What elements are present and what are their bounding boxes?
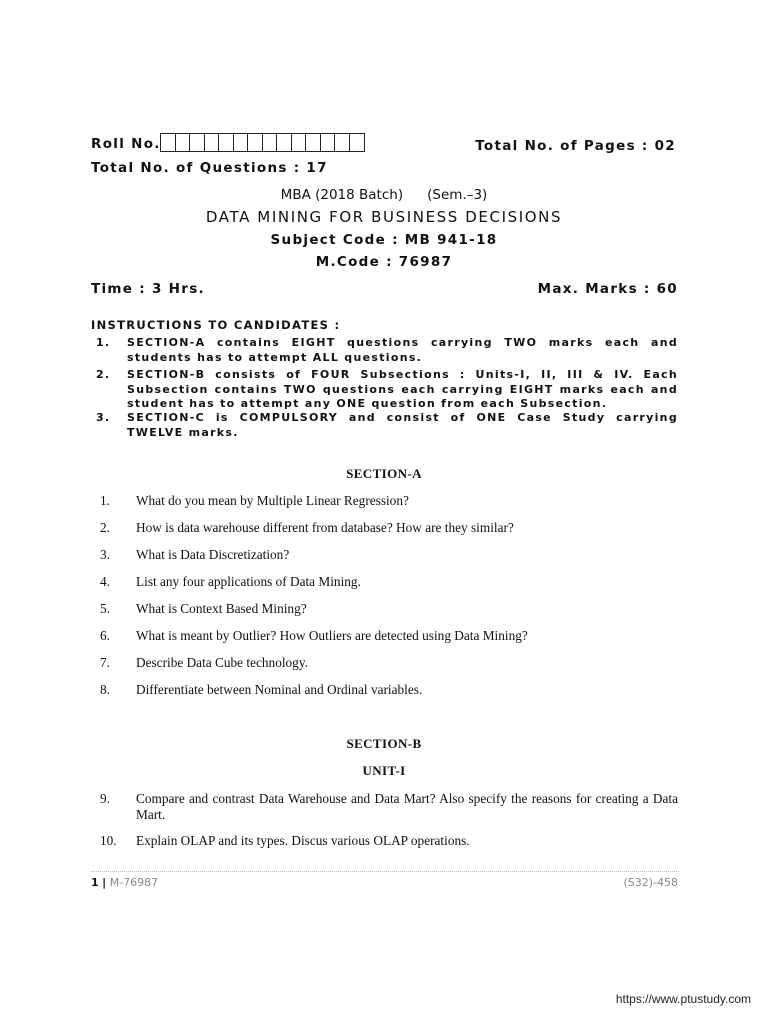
roll-number-box <box>190 134 205 151</box>
instruction-item <box>96 336 678 365</box>
instruction-number: 2. <box>96 368 111 381</box>
roll-number-box <box>161 134 176 151</box>
instructions-heading: INSTRUCTIONS TO CANDIDATES : <box>91 318 341 332</box>
question-number: 9. <box>100 791 110 806</box>
roll-number-box <box>219 134 234 151</box>
max-marks: Max. Marks : 60 <box>537 281 678 297</box>
question-text: Describe Data Cube technology. <box>136 655 308 670</box>
page-number: 1 <box>91 876 99 889</box>
footer-separator: | <box>102 876 107 889</box>
question-text: What is Context Based Mining? <box>136 601 307 616</box>
section-a-heading: SECTION-A <box>346 466 422 481</box>
instruction-item <box>96 411 678 440</box>
m-code: M.Code : 76987 <box>315 254 453 270</box>
roll-number-box <box>306 134 321 151</box>
batch: MBA (2018 Batch) <box>280 187 404 203</box>
subject-code: Subject Code : MB 941-18 <box>270 232 498 248</box>
question-item <box>100 682 678 698</box>
section-b-heading: SECTION-B <box>346 736 422 751</box>
roll-number-box <box>321 134 336 151</box>
semester: (Sem.–3) <box>427 187 488 203</box>
question-item <box>100 547 678 563</box>
question-text: How is data warehouse different from database? How are they similar? <box>136 520 514 535</box>
question-item <box>100 601 678 617</box>
paper-code: (S32)-458 <box>623 876 678 889</box>
footer-left <box>91 876 158 889</box>
question-text: Differentiate between Nominal and Ordinal variables. <box>136 682 423 697</box>
question-text: What do you mean by Multiple Linear Regression? <box>136 493 409 508</box>
instruction-text: SECTION-C is COMPULSORY and consist of ONE Case Study carrying TWELVE marks. <box>127 411 678 439</box>
question-number: 3. <box>100 547 110 562</box>
roll-number-box <box>205 134 220 151</box>
question-number: 10. <box>100 833 117 848</box>
question-number: 1. <box>100 493 110 508</box>
roll-number-box <box>335 134 350 151</box>
watermark-url: https://www.ptustudy.com <box>615 992 751 1006</box>
question-item <box>100 493 678 509</box>
question-number: 7. <box>100 655 110 670</box>
instruction-number: 3. <box>96 411 111 424</box>
question-item <box>100 833 678 849</box>
question-item <box>100 791 678 823</box>
footer-divider <box>91 871 679 872</box>
question-item <box>100 574 678 590</box>
question-text: Compare and contrast Data Warehouse and Data Mart? Also specify the reasons for creating a Data Mart. <box>136 791 678 822</box>
question-item <box>100 628 678 644</box>
roll-number-box <box>350 134 365 151</box>
batch-semester-line <box>0 187 768 203</box>
unit-i-heading: UNIT-I <box>362 763 406 778</box>
instruction-item <box>96 368 678 412</box>
roll-number-label: Roll No. <box>91 136 161 152</box>
question-text: What is meant by Outlier? How Outliers are detected using Data Mining? <box>136 628 528 643</box>
question-number: 2. <box>100 520 110 535</box>
roll-number-box <box>234 134 249 151</box>
question-number: 8. <box>100 682 110 697</box>
question-item <box>100 655 678 671</box>
exam-time: Time : 3 Hrs. <box>91 281 205 297</box>
question-number: 6. <box>100 628 110 643</box>
roll-number-box <box>248 134 263 151</box>
roll-number-boxes <box>160 133 365 152</box>
question-item <box>100 520 678 536</box>
instruction-text: SECTION-B consists of FOUR Subsections : Units-I, II, III & IV. Each Subsection contains TWO questions each carrying EIGHT marks each and student has to attempt any ONE question from each Subsection. <box>127 368 678 410</box>
question-number: 4. <box>100 574 110 589</box>
roll-number-box <box>176 134 191 151</box>
instruction-text: SECTION-A contains EIGHT questions carrying TWO marks each and students has to attempt ALL questions. <box>127 336 678 364</box>
roll-number-box <box>277 134 292 151</box>
total-pages: Total No. of Pages : 02 <box>475 138 676 154</box>
instruction-number: 1. <box>96 336 111 349</box>
course-title: DATA MINING FOR BUSINESS DECISIONS <box>205 208 563 226</box>
question-text: Explain OLAP and its types. Discus various OLAP operations. <box>136 833 470 848</box>
roll-number-box <box>292 134 307 151</box>
footer-code: M-76987 <box>109 876 159 889</box>
question-number: 5. <box>100 601 110 616</box>
question-text: List any four applications of Data Mining. <box>136 574 361 589</box>
roll-number-box <box>263 134 278 151</box>
total-questions: Total No. of Questions : 17 <box>91 160 328 176</box>
question-text: What is Data Discretization? <box>136 547 290 562</box>
